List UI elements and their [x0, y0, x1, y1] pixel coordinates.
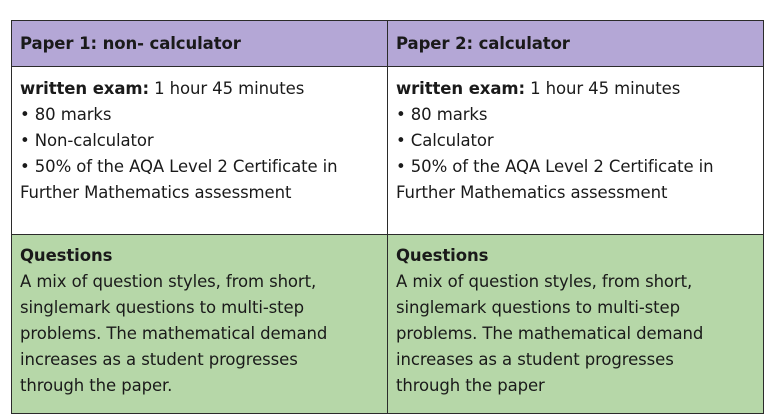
paper-1-bullet-weighting-cont: Further Mathematics assessment — [20, 183, 292, 202]
paper-2-details — [388, 67, 764, 235]
paper-1-exam-label: written exam: — [20, 79, 149, 98]
paper-1-questions-line: singlemark questions to multi-step — [20, 298, 304, 317]
table-header-row — [12, 21, 764, 67]
paper-1-questions-line: increases as a student progresses — [20, 350, 298, 369]
exam-details-row — [12, 67, 764, 235]
paper-1-exam-duration: 1 hour 45 minutes — [148, 79, 305, 98]
assessment-table — [11, 20, 764, 414]
questions-row — [12, 235, 764, 414]
paper-1-questions — [12, 235, 388, 414]
paper-2-exam-label: written exam: — [396, 79, 525, 98]
paper-2-questions-line: through the paper — [396, 376, 545, 395]
paper-1-details — [12, 67, 388, 235]
paper-1-bullet-calculator: • Non-calculator — [20, 131, 154, 150]
paper-1-questions-line: problems. The mathematical demand — [20, 324, 328, 343]
paper-2-questions-line: increases as a student progresses — [396, 350, 674, 369]
paper-2-questions-line: A mix of question styles, from short, — [396, 272, 693, 291]
paper-2-bullet-calculator: • Calculator — [396, 131, 494, 150]
paper-1-header — [12, 21, 388, 67]
paper-1-questions-heading: Questions — [20, 246, 113, 265]
paper-2-bullet-marks: • 80 marks — [396, 105, 488, 124]
paper-2-questions — [388, 235, 764, 414]
paper-2-title: Paper 2: calculator — [396, 33, 570, 53]
paper-2-questions-line: singlemark questions to multi-step — [396, 298, 680, 317]
paper-2-exam-duration: 1 hour 45 minutes — [524, 79, 681, 98]
paper-2-header — [388, 21, 764, 67]
paper-1-exam-line — [20, 76, 379, 102]
paper-1-bullet-weighting: • 50% of the AQA Level 2 Certificate in — [20, 157, 338, 176]
paper-1-title: Paper 1: non- calculator — [20, 33, 241, 53]
paper-2-questions-line: problems. The mathematical demand — [396, 324, 704, 343]
paper-2-bullet-weighting-cont: Further Mathematics assessment — [396, 183, 668, 202]
paper-2-exam-line — [396, 76, 755, 102]
paper-1-questions-line: A mix of question styles, from short, — [20, 272, 317, 291]
paper-2-questions-heading: Questions — [396, 246, 489, 265]
paper-1-questions-line: through the paper. — [20, 376, 173, 395]
paper-1-bullet-marks: • 80 marks — [20, 105, 112, 124]
paper-2-bullet-weighting: • 50% of the AQA Level 2 Certificate in — [396, 157, 714, 176]
